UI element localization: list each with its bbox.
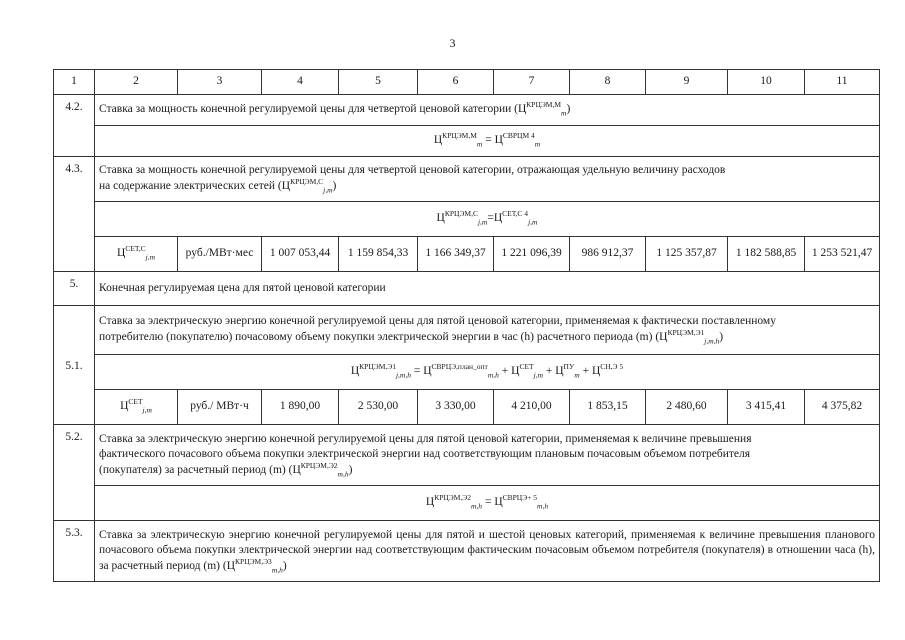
formula-symbol: Ц (350, 365, 360, 378)
value-cell: 1 007 053,44 (262, 237, 339, 272)
formula-sub: m,h (537, 501, 549, 511)
formula-row-5-1 (54, 355, 880, 390)
col-header: 7 (494, 70, 570, 95)
row-description: Конечная регулируемая цена для пятой ценовой категории (95, 272, 880, 306)
value-cell: 1 853,15 (570, 390, 646, 425)
formula-sup: КРЦЭМ,М (442, 131, 477, 141)
col-header: 10 (728, 70, 805, 95)
table-row-4-3 (54, 157, 880, 202)
value-cell: 986 912,37 (570, 237, 646, 272)
table-row-5-3 (54, 521, 880, 582)
symbol-sup: КРЦЭМ,Э3 (235, 556, 272, 566)
value-cell: 4 375,82 (805, 390, 880, 425)
value-cell: 2 480,60 (646, 390, 728, 425)
header-row (54, 70, 880, 95)
formula-sup: КРЦЭМ,С (444, 209, 478, 219)
symbol: Ц (226, 559, 236, 572)
description-text: Ставка за мощность конечной регулируемой цены для четвертой ценовой категории, отражающая удельную величину расходов (99, 164, 726, 177)
value-cell: 1 166 349,37 (418, 237, 494, 272)
symbol-sub: m (561, 108, 567, 118)
description-text: на содержание электрических сетей ( (99, 180, 282, 192)
paren: ) (282, 559, 287, 572)
value-cell: 3 330,00 (418, 390, 494, 425)
formula-symbol: Ц (511, 365, 520, 378)
symbol-sub: j,m (323, 185, 333, 195)
formula-symbol: Ц (555, 365, 564, 378)
symbol-sub: j,m (145, 252, 155, 262)
formula-sub: m,h (487, 370, 499, 380)
col-header: 5 (339, 70, 418, 95)
formula-symbol: Ц (425, 496, 435, 509)
value-cell: 1 253 521,47 (805, 237, 880, 272)
col-header: 1 (54, 70, 95, 95)
table-row-5-2 (54, 425, 880, 486)
value-cell: 1 890,00 (262, 390, 339, 425)
paren: ) (719, 331, 724, 343)
formula-eq: = (410, 365, 424, 378)
formula-sup: СЕТ,С 4 (502, 209, 529, 219)
value-cell: 4 210,00 (494, 390, 570, 425)
values-row-4-3 (54, 237, 880, 272)
value-cell: 3 415,41 (728, 390, 805, 425)
formula-sub: m (476, 139, 483, 149)
paren: ) (348, 463, 353, 476)
formula-plus: + (498, 365, 512, 378)
symbol-sub: j,m,h (704, 336, 720, 346)
formula (95, 355, 880, 390)
symbol: Ц (120, 400, 129, 413)
value-cell: 1 182 588,85 (728, 237, 805, 272)
paren: ) (566, 103, 571, 116)
paren: ) (332, 180, 337, 192)
formula-sub: j,m,h (395, 370, 411, 380)
formula-sup: СЕТ (519, 362, 534, 372)
formula-sub: m (534, 139, 541, 149)
formula-symbol: Ц (436, 212, 445, 225)
value-symbol (95, 237, 178, 272)
formula (95, 202, 880, 237)
formula-symbol: Ц (433, 134, 443, 147)
formula (95, 126, 880, 157)
description-text: Ставка за электрическую энергию конечной регулируемой цены для пятой ценовой категории, применяемая к величине превышения (99, 432, 752, 445)
symbol-sub: m,h (337, 469, 349, 479)
formula-sup: ПУ (563, 362, 575, 372)
symbol: Ц (117, 247, 126, 260)
value-cell: 1 221 096,39 (494, 237, 570, 272)
symbol-sup: СЕТ,С (125, 244, 146, 254)
value-cell: 1 159 854,33 (339, 237, 418, 272)
formula-sup: СВРЦМ 4 (502, 131, 535, 141)
formula-sub: j,m (528, 217, 538, 227)
row-description (95, 157, 880, 202)
symbol: Ц (281, 180, 291, 192)
row-description (95, 521, 880, 582)
symbol-sub: j,m (142, 405, 152, 415)
formula-sup: КРЦЭМ,Э2 (434, 493, 472, 503)
unit: руб./ МВт·ч (178, 390, 262, 425)
row-description (95, 306, 880, 355)
formula-plus: + (542, 365, 556, 378)
col-header: 3 (178, 70, 262, 95)
symbol-sub: m,h (271, 565, 283, 575)
formula-row-4-2 (54, 126, 880, 157)
table-row-4-2 (54, 95, 880, 126)
unit: руб./МВт·мес (178, 237, 262, 272)
value-cell: 2 530,00 (339, 390, 418, 425)
symbol-sup: КРЦЭМ,С (290, 177, 324, 187)
tariff-table (53, 69, 880, 582)
formula-eq: = (487, 212, 494, 225)
row-description (95, 95, 880, 126)
description-text: Ставка за мощность конечной регулируемой цены для четвертой ценовой категории ( (99, 103, 518, 116)
description-text: потребителю (покупателю) почасовому объему покупки электрической энергии в час (h) расчетного периода (m) ( (99, 331, 660, 343)
description-text: Ставка за электрическую энергию конечной регулируемой цены для пятой ценовой категории, применяемая к фактически поставленному (99, 315, 776, 328)
symbol-sup: КРЦЭМ,М (526, 100, 562, 110)
symbol-sup: КРЦЭМ,Э1 (667, 328, 705, 338)
row-number: 5.2. (54, 425, 95, 521)
col-header: 4 (262, 70, 339, 95)
symbol-sup: КРЦЭМ,Э2 (300, 460, 338, 470)
row-description (95, 425, 880, 486)
values-row-5-1 (54, 390, 880, 425)
row-number: 5.1. (54, 306, 95, 425)
table-row-5-1 (54, 306, 880, 355)
row-number: 5. (54, 272, 95, 306)
formula-sup: СВРЦЭ,план_опт (431, 362, 488, 372)
formula-eq: = (482, 496, 495, 509)
formula-symbol: Ц (494, 496, 503, 509)
symbol: Ц (292, 463, 301, 476)
page-number: 3 (449, 36, 456, 50)
row-number: 5.3. (54, 521, 95, 582)
formula-symbol: Ц (494, 134, 503, 147)
formula-sup: СВРЦЭ+ 5 (502, 493, 538, 503)
symbol: Ц (517, 103, 527, 116)
col-header: 2 (95, 70, 178, 95)
value-symbol (95, 390, 178, 425)
formula-eq: = (482, 134, 495, 147)
formula-symbol: Ц (493, 212, 503, 225)
col-header: 8 (570, 70, 646, 95)
formula-sub: j,m (533, 370, 543, 380)
col-header: 11 (805, 70, 880, 95)
row-number: 4.3. (54, 157, 95, 272)
formula-row-5-2 (54, 486, 880, 521)
symbol-sup: СЕТ (128, 397, 143, 407)
description-text: фактического почасового объема покупки электрической энергии над соответствующим плановым почасовым объемом потребителя (99, 448, 751, 461)
table-row-5 (54, 272, 880, 306)
value-cell: 1 125 357,87 (646, 237, 728, 272)
formula-symbol: Ц (423, 365, 432, 378)
formula (95, 486, 880, 521)
col-header: 6 (418, 70, 494, 95)
formula-sup: СН,Э 5 (600, 362, 624, 372)
row-number: 4.2. (54, 95, 95, 157)
formula-plus: + (579, 365, 592, 378)
formula-sub: m,h (471, 501, 483, 511)
symbol: Ц (659, 331, 668, 343)
col-header: 9 (646, 70, 728, 95)
formula-sup: КРЦЭМ,Э1 (359, 362, 396, 372)
formula-sub: j,m (477, 217, 488, 227)
description-text: (покупателя) за расчетный период (m) ( (99, 463, 293, 476)
formula-symbol: Ц (591, 365, 601, 378)
formula-row-4-3 (54, 202, 880, 237)
description-text: Ставка за электрическую энергию конечной регулируемой цены для пятой и шестой ценовых категорий, применяемая к величине превышения планового почасового объема покупки электрической энергии над соответствующим фактическим почасовым объемом потребителя (покупателя) в отношении часа (h), за расчетный период (m) ( (99, 528, 875, 572)
formula-sub: m (574, 370, 580, 380)
